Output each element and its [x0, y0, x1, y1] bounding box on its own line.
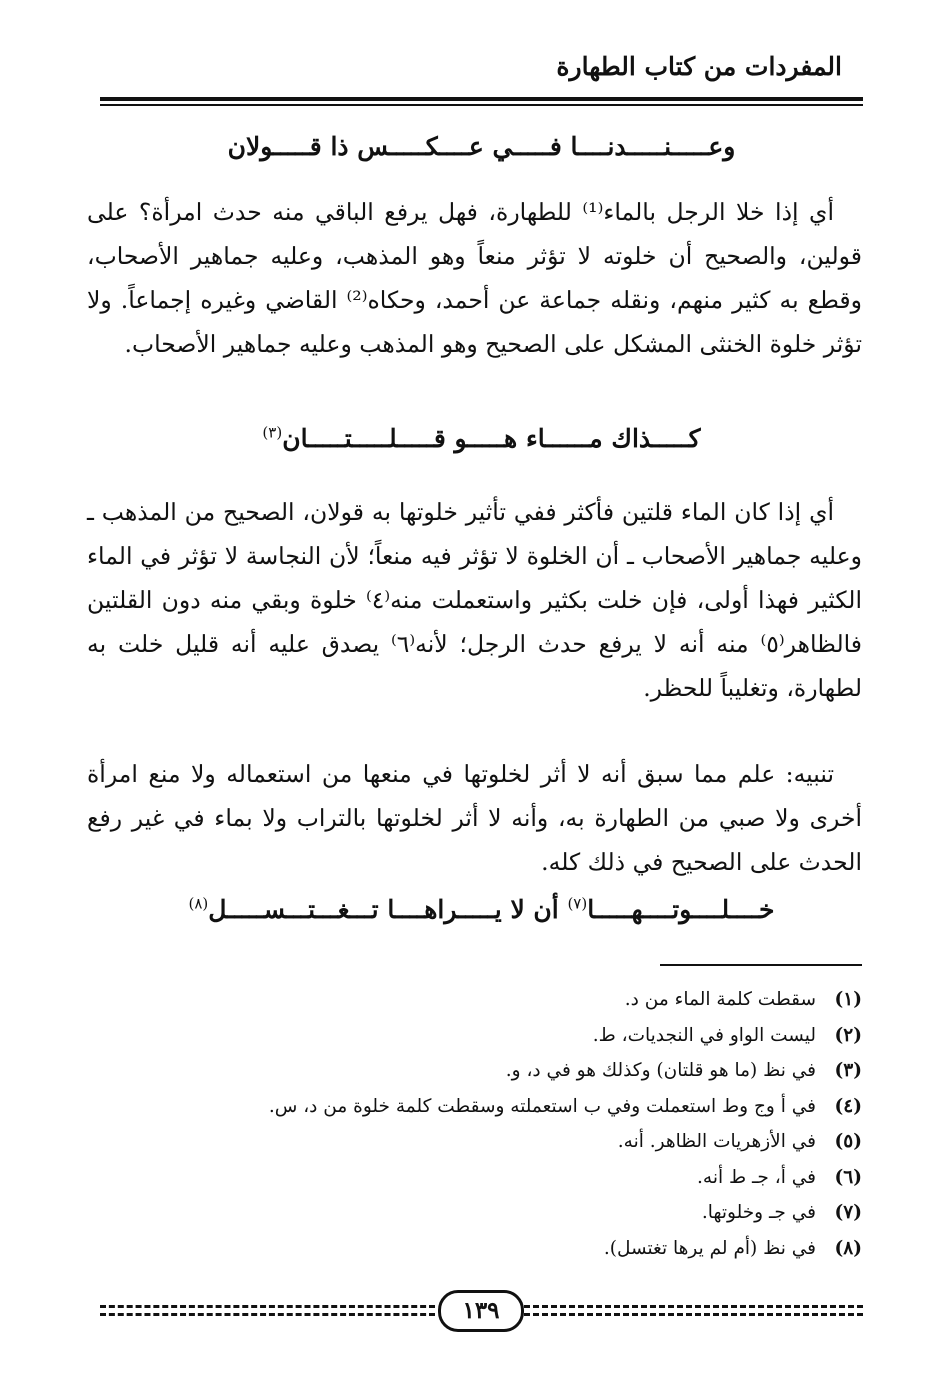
- footnote-text: في نظ (ما هو قلتان) وكذلك هو في د، و.: [505, 1060, 816, 1081]
- footnote-number: (٧): [834, 1202, 862, 1223]
- header-rule-thick: [100, 97, 863, 101]
- footnote-number: (٦): [834, 1166, 862, 1188]
- footnote-number: (٢): [834, 1024, 862, 1046]
- verse-line-3-part-b: أن لا يـــــراهــــا تـــغـــتـــســـــل: [208, 895, 559, 924]
- footnote-mark: (٣): [262, 423, 283, 442]
- footnote-mark: (٨): [188, 894, 209, 913]
- footnote-number: (٤): [834, 1095, 862, 1117]
- footnote-text: ليست الواو في النجديات، ط.: [592, 1024, 816, 1046]
- header-rule-thin: [100, 104, 863, 106]
- footnote-text: في أ، جـ ط أنه.: [697, 1166, 816, 1188]
- footnote-item: [87, 1089, 862, 1125]
- verse-line-3: [100, 895, 863, 924]
- paragraph-2-text: أي إذا كان الماء قلتين فأكثر ففي تأثير خلوتها به قولان، الصحيح من المذهب ـ وعليه جماهير الأصحاب ـ أن الخلوة لا تؤثر فيه منعاً؛ لأن النجاسة لا تؤثر في الماء الكثير فهذا أولى، فإن خلت بكثير واستعملت منه⁽٤⁾ خلوة وبقي منه دون القلتين فالظاهر⁽٥⁾ منه أنه لا يرفع حدث الرجل؛ لأنه⁽٦⁾ يصدق عليه أنه قليل خلت به لطهارة، وتغليباً للحظر.: [87, 498, 862, 702]
- footnotes: [87, 982, 862, 1266]
- footnote-separator: [660, 964, 862, 966]
- footnote-item: [87, 1195, 862, 1231]
- ornament-dash-left: [100, 1305, 435, 1308]
- verse-line-1: وعـــــنـــــدنــــا فـــــي عــــكـــــس ذا قـــــولان: [227, 132, 736, 161]
- paragraph-2: [87, 490, 862, 710]
- page-number: ١٣٩: [438, 1290, 524, 1332]
- footnote-number: (٨): [834, 1237, 862, 1259]
- footnote-text: في أ وج وط استعملت وفي ب استعملته وسقطت كلمة خلوة من د، س.: [268, 1095, 816, 1117]
- paragraph-3-text: تنبيه: علم مما سبق أنه لا أثر لخلوتها في منعها من استعماله ولا منع امرأة أخرى ولا صبي من الطهارة به، وأنه لا أثر لخلوتها بالتراب ولا بماء في غير رفع الحدث على الصحيح في ذلك كله.: [87, 760, 862, 876]
- footnote-item: [87, 1053, 862, 1089]
- footnote-text: في نظ (أم لم يرها تغتسل).: [603, 1237, 816, 1259]
- verse-line-3-part-a: خــــلــــوتــــهـــــا: [587, 895, 775, 924]
- ornament-dash-right: [524, 1305, 863, 1308]
- page-number-bar: [100, 1290, 863, 1334]
- footnote-item: [87, 1160, 862, 1196]
- footnote-text: في الأزهريات الظاهر. أنه.: [617, 1131, 816, 1152]
- running-head: المفردات من كتاب الطهارة: [556, 52, 842, 81]
- paragraph-1-text: أي إذا خلا الرجل بالماء⁽¹⁾ للطهارة، فهل يرفع الباقي منه حدث امرأة؟ على قولين، والصحيح أن خلوته لا تؤثر منعاً وهو المذهب، وعليه جماهير الأصحاب، وقطع به كثير منهم، ونقله جماعة عن أحمد، وحكاه⁽²⁾ القاضي وغيره إجماعاً. ولا تؤثر خلوة الخنثى المشكل على الصحيح وهو المذهب وعليه جماهير الأصحاب.: [87, 198, 862, 358]
- footnote-item: [87, 1124, 862, 1160]
- verse-line-2: [100, 424, 863, 453]
- ornament-dash-right-lower: [524, 1313, 863, 1316]
- footnote-text: في جـ وخلوتها.: [701, 1202, 816, 1223]
- paragraph-3: [87, 752, 862, 884]
- footnote-item: [87, 982, 862, 1018]
- verse-line-2-text: كـــــذاك مــــــاء هـــــو قـــــلـــــتـــــان: [282, 424, 701, 453]
- footnote-text: سقطت كلمة الماء من د.: [624, 989, 816, 1010]
- footnote-mark: (٧): [567, 894, 588, 913]
- ornament-dash-left-lower: [100, 1313, 435, 1316]
- footnote-number: (٣): [834, 1060, 862, 1081]
- footnote-item: [87, 1018, 862, 1054]
- footnote-number: (٥): [834, 1131, 862, 1152]
- footnote-number: (١): [834, 989, 862, 1010]
- paragraph-1: [87, 190, 862, 366]
- footnote-item: [87, 1231, 862, 1267]
